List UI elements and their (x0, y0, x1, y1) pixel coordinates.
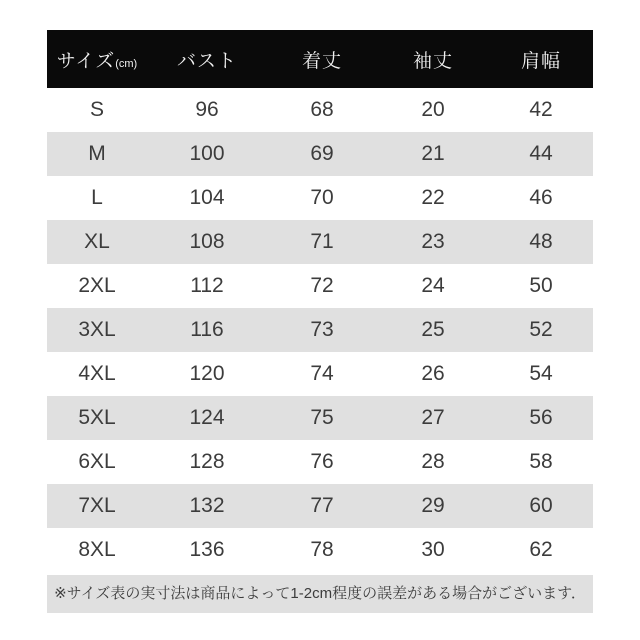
cell-length: 70 (310, 186, 334, 209)
table-row (47, 176, 593, 220)
cell-size: 7XL (78, 494, 116, 517)
table-header-row (47, 30, 593, 88)
cell-shoulder: 52 (529, 318, 553, 341)
cell-size: 6XL (78, 450, 116, 473)
cell-bust: 108 (189, 230, 225, 253)
table-row (47, 484, 593, 528)
cell-shoulder: 48 (529, 230, 553, 253)
table-row (47, 88, 593, 132)
cell-length: 71 (310, 230, 334, 253)
size-unit-label: (cm) (115, 57, 138, 70)
table-row (47, 396, 593, 440)
cell-size: XL (84, 230, 110, 253)
cell-bust: 112 (190, 274, 224, 297)
cell-shoulder: 56 (529, 406, 553, 429)
cell-sleeve: 21 (421, 142, 445, 165)
header-cell-size (47, 46, 147, 73)
table-row (47, 528, 593, 572)
cell-bust: 132 (189, 494, 225, 517)
cell-size: 4XL (78, 362, 116, 385)
table-row (47, 132, 593, 176)
cell-shoulder: 62 (529, 538, 553, 561)
cell-length: 72 (310, 274, 334, 297)
cell-size: 8XL (78, 538, 116, 561)
cell-sleeve: 20 (421, 98, 445, 121)
cell-size: 5XL (78, 406, 116, 429)
table-row (47, 220, 593, 264)
cell-bust: 128 (189, 450, 225, 473)
cell-sleeve: 29 (421, 494, 445, 517)
cell-length: 69 (310, 142, 334, 165)
cell-size: 2XL (78, 274, 116, 297)
header-cell-bust: バスト (176, 50, 237, 72)
size-chart-table (47, 30, 593, 613)
cell-shoulder: 44 (529, 142, 553, 165)
cell-length: 74 (310, 362, 334, 385)
cell-sleeve: 26 (421, 362, 445, 385)
cell-sleeve: 30 (421, 538, 445, 561)
table-row (47, 352, 593, 396)
cell-bust: 124 (189, 406, 225, 429)
cell-length: 73 (310, 318, 334, 341)
cell-shoulder: 54 (529, 362, 553, 385)
cell-length: 77 (310, 494, 334, 517)
cell-sleeve: 23 (421, 230, 445, 253)
cell-length: 75 (310, 406, 334, 429)
cell-shoulder: 50 (529, 274, 553, 297)
cell-sleeve: 22 (421, 186, 445, 209)
header-cell-length: 着丈 (301, 50, 342, 72)
cell-size: 3XL (78, 318, 116, 341)
cell-shoulder: 60 (529, 494, 553, 517)
cell-sleeve: 24 (421, 274, 445, 297)
cell-bust: 100 (189, 142, 225, 165)
cell-shoulder: 58 (529, 450, 553, 473)
header-cell-shoulder: 肩幅 (520, 50, 561, 72)
cell-size: L (91, 186, 103, 209)
cell-length: 68 (310, 98, 334, 121)
table-body (47, 88, 593, 572)
cell-size: M (88, 142, 106, 165)
cell-shoulder: 42 (529, 98, 553, 121)
table-row (47, 264, 593, 308)
cell-length: 78 (310, 538, 334, 561)
cell-size: S (89, 98, 104, 121)
cell-sleeve: 25 (421, 318, 445, 341)
cell-sleeve: 28 (421, 450, 445, 473)
cell-bust: 104 (189, 186, 225, 209)
cell-bust: 116 (190, 318, 224, 341)
size-label: サイズ (56, 50, 116, 72)
cell-bust: 120 (189, 362, 225, 385)
cell-length: 76 (310, 450, 334, 473)
header-cell-sleeve: 袖丈 (412, 50, 453, 72)
cell-bust: 96 (195, 98, 219, 121)
table-row (47, 308, 593, 352)
table-row (47, 440, 593, 484)
cell-sleeve: 27 (421, 406, 445, 429)
size-note: ※サイズ表の実寸法は商品によって1-2cm程度の誤差がある場合がございます． (47, 575, 593, 613)
cell-bust: 136 (189, 538, 225, 561)
cell-shoulder: 46 (529, 186, 553, 209)
